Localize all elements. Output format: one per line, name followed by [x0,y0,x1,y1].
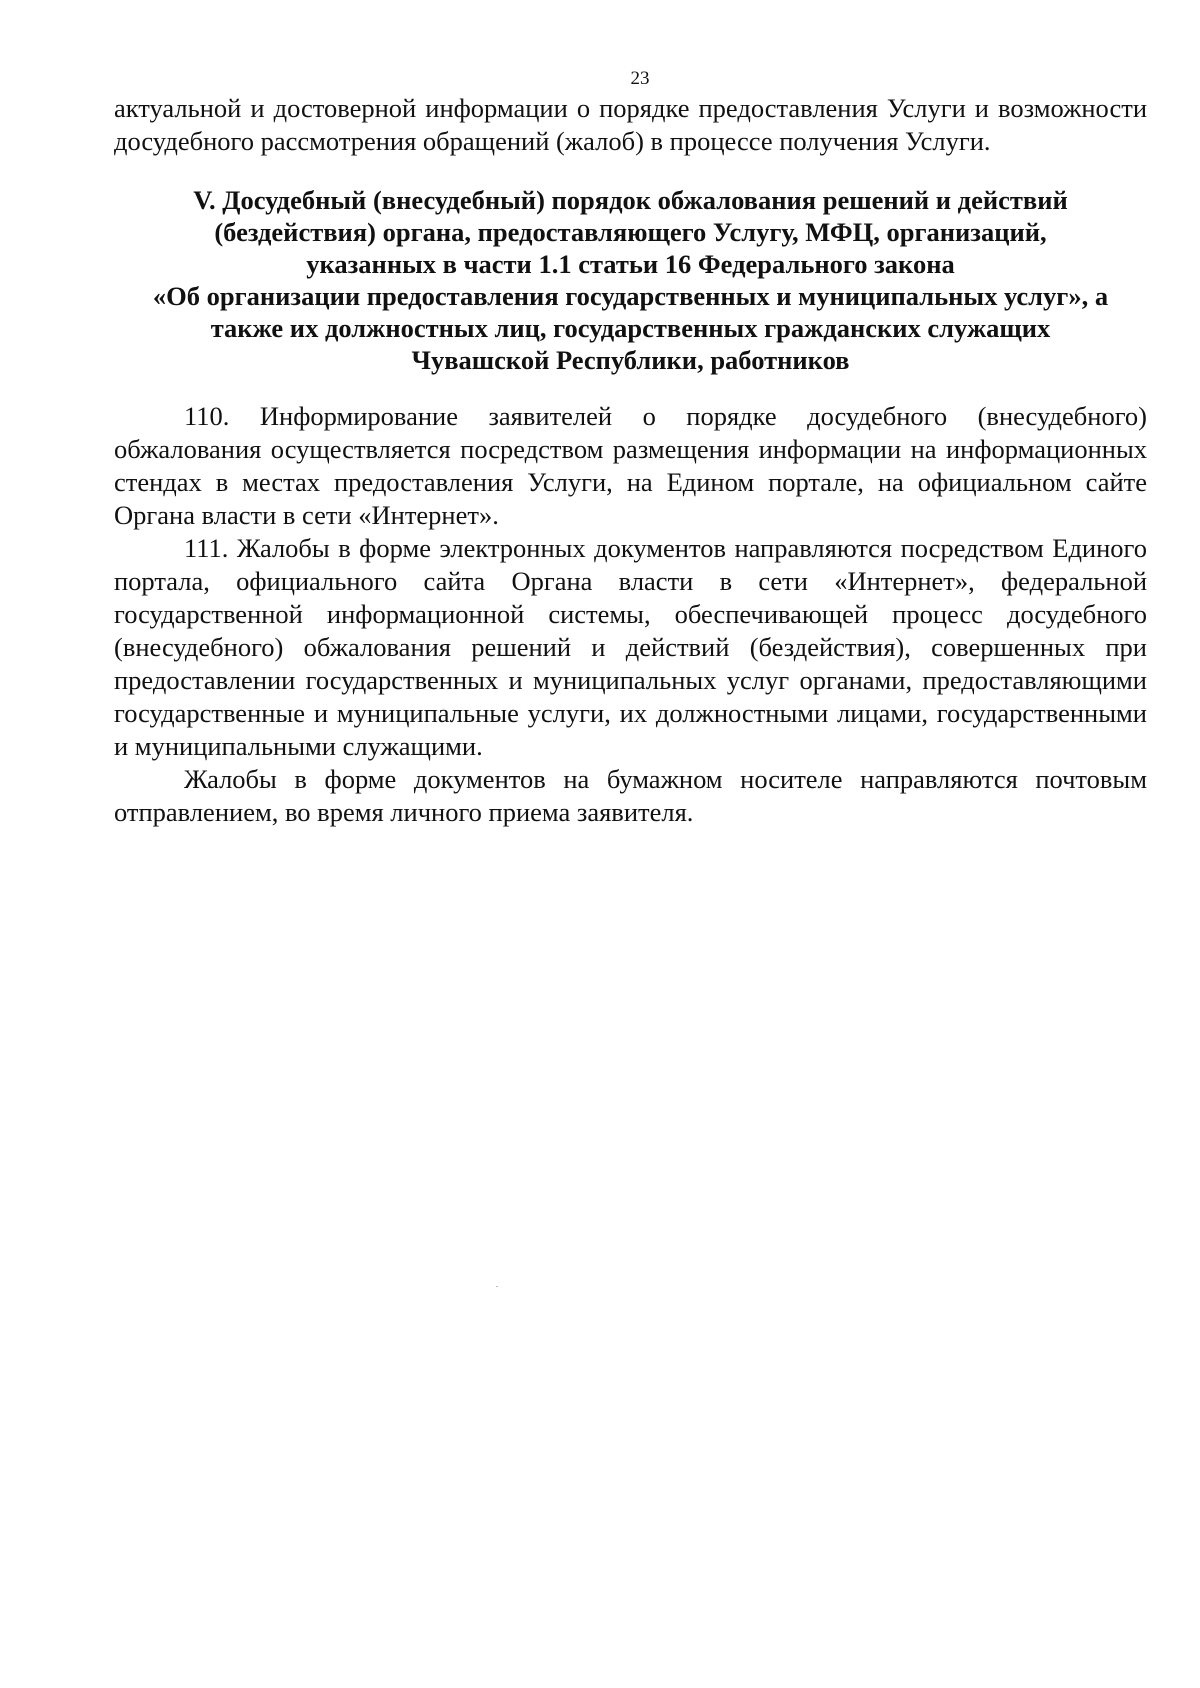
section-heading [114,184,1147,376]
scan-artifact [496,1286,498,1287]
section-heading-line-6: Чувашской Республики, работников [411,345,850,375]
document-body [114,92,1147,829]
section-heading-line-4: «Об организации предоставления государственных и муниципальных услуг», а [152,281,1109,311]
paragraph-paper-complaints: Жалобы в форме документов на бумажном носителе направляются почтовым отправлением, во время личного приема заявителя. [114,764,1147,827]
intro-paragraph: актуальной и достоверной информации о порядке предоставления Услуги и возможности досудебного рассмотрения обращений (жалоб) в процессе получения Услуги. [114,93,1147,156]
section-heading-line-2: (бездействия) органа, предоставляющего Услугу, МФЦ, организаций, [214,217,1047,247]
page-number: 23 [630,68,650,89]
section-heading-line-1: V. Досудебный (внесудебный) порядок обжалования решений и действий [193,185,1068,215]
paragraph-111: 111. Жалобы в форме электронных документов направляются посредством Единого портала, официального сайта Органа власти в сети «Интернет», федеральной государственной информационной системы, обеспечивающей процесс досудебного (внесудебного) обжалования решений и действий (бездействия), совершенных при предоставлении государственных и муниципальных услуг органами, предоставляющими государственные и муниципальные услуги, их должностными лицами, государственными и муниципальными служащими. [114,533,1147,761]
paragraph-110: 110. Информирование заявителей о порядке досудебного (внесудебного) обжалования осуществляется посредством размещения информации на информационных стендах в местах предоставления Услуги, на Едином портале, на официальном сайте Органа власти в сети «Интернет». [114,401,1147,530]
section-heading-line-3: указанных в части 1.1 статьи 16 Федерального закона [306,249,955,279]
section-heading-line-5: также их должностных лиц, государственных гражданских служащих [210,313,1051,343]
